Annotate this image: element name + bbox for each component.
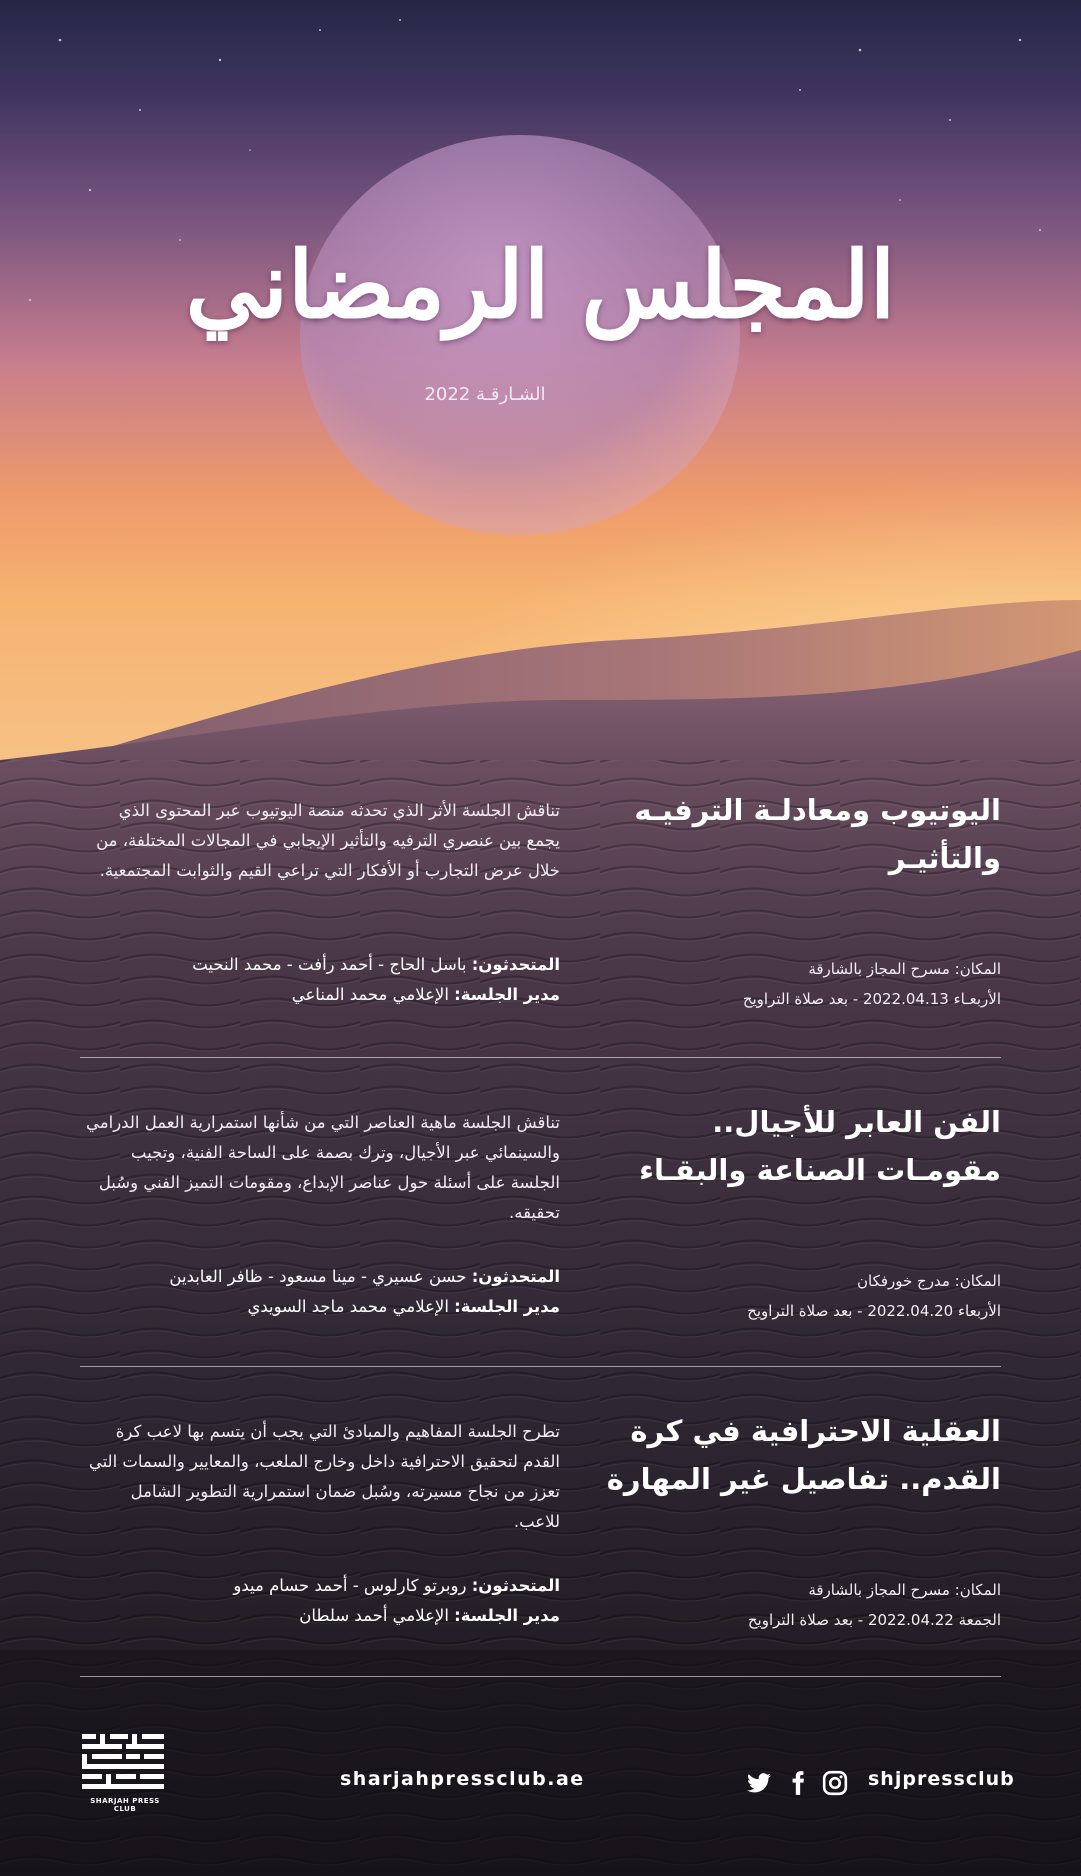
divider (80, 1057, 1001, 1058)
session-moderator (80, 1601, 560, 1631)
session-moderator (80, 980, 560, 1010)
session-description: تناقش الجلسة ماهية العناصر التي من شأنها استمرارية العمل الدرامي والسينمائي عبر الأجيال، وترك بصمة على الساحة الفنية، وتجيب الجلسة على أسئلة حول عناصر الإبداع، ومقومات التميز الفني وسُبل تحقيقه. (86, 1113, 560, 1222)
divider (80, 1676, 1001, 1677)
session-description: تناقش الجلسة الأثر الذي تحدثه منصة اليوتيوب عبر المحتوى الذي يجمع بين عنصري الترفيه والتأثير الإيجابي في المجالات المختلفة، من خلال عرض التجارب أو الأفكار التي تراعي القيم والثوابت المجتمعية. (96, 801, 560, 880)
social-handle[interactable]: shjpressclub (868, 1768, 1015, 1790)
session-title: الفن العابر للأجيال.. مقومـات الصناعة والبقـاء (639, 1105, 1001, 1187)
session-speakers (80, 1262, 560, 1292)
session-card (80, 1407, 1001, 1712)
moderator-label: مدير الجلسة: (454, 1297, 560, 1316)
moderator-name: الإعلامي أحمد سلطان (299, 1606, 449, 1625)
session-venue: المكان: مسرح المجاز بالشارقة (808, 960, 1001, 978)
hero-subtitle: الشـارقـة 2022 (424, 384, 546, 405)
facebook-icon[interactable] (785, 1770, 811, 1796)
speakers-names: روبرتو كارلوس - أحمد حسام ميدو (233, 1576, 467, 1595)
divider (80, 1366, 1001, 1367)
session-description: تطرح الجلسة المفاهيم والمبادئ التي يجب أن يتسم بها لاعب كرة القدم لتحقيق الاحترافية داخل وخارج الملعب، والمعايير والسمات التي تعزز من نجاح مسيرته، وسُبل ضمان استمرارية التطوير الشامل للاعب. (88, 1422, 560, 1531)
speakers-names: حسن عسيري - مينا مسعود - ظافر العابدين (169, 1267, 467, 1286)
moderator-label: مدير الجلسة: (454, 1606, 560, 1625)
session-venue: المكان: مدرج خورفكان (856, 1272, 1001, 1290)
twitter-icon[interactable] (746, 1770, 772, 1796)
moderator-label: مدير الجلسة: (454, 985, 560, 1004)
session-date: الأربعـاء 2022.04.13 - بعد صلاة التراويح (742, 990, 1001, 1008)
speakers-label: المتحدثون: (471, 1576, 560, 1595)
moderator-name: الإعلامي محمد المناعي (291, 985, 449, 1004)
session-venue: المكان: مسرح المجاز بالشارقة (808, 1581, 1001, 1599)
session-speakers (80, 950, 560, 980)
session-card (80, 786, 1001, 1091)
speakers-label: المتحدثون: (471, 955, 560, 974)
hero-title: المجلس الرمضاني (185, 231, 896, 339)
instagram-icon[interactable] (822, 1770, 848, 1796)
session-card (80, 1098, 1001, 1403)
session-moderator (80, 1292, 560, 1322)
speakers-names: باسل الحاج - أحمد رأفت - محمد النحيت (192, 955, 467, 974)
website-link[interactable]: sharjahpressclub.ae (340, 1768, 585, 1790)
session-title: اليوتيوب ومعادلـة الترفيـه والتأثيـر (634, 793, 1001, 875)
session-title: العقلية الاحترافية في كرة القدم.. تفاصيل غير المهارة (606, 1414, 1001, 1496)
session-date: الجمعة 2022.04.22 - بعد صلاة التراويح (747, 1611, 1001, 1629)
session-date: الأربعاء 2022.04.20 - بعد صلاة التراويح (747, 1302, 1001, 1320)
moderator-name: الإعلامي محمد ماجد السويدي (247, 1297, 449, 1316)
session-speakers (80, 1571, 560, 1601)
logo-text: SHARJAH PRESS CLUB (90, 1797, 160, 1813)
speakers-label: المتحدثون: (471, 1267, 560, 1286)
